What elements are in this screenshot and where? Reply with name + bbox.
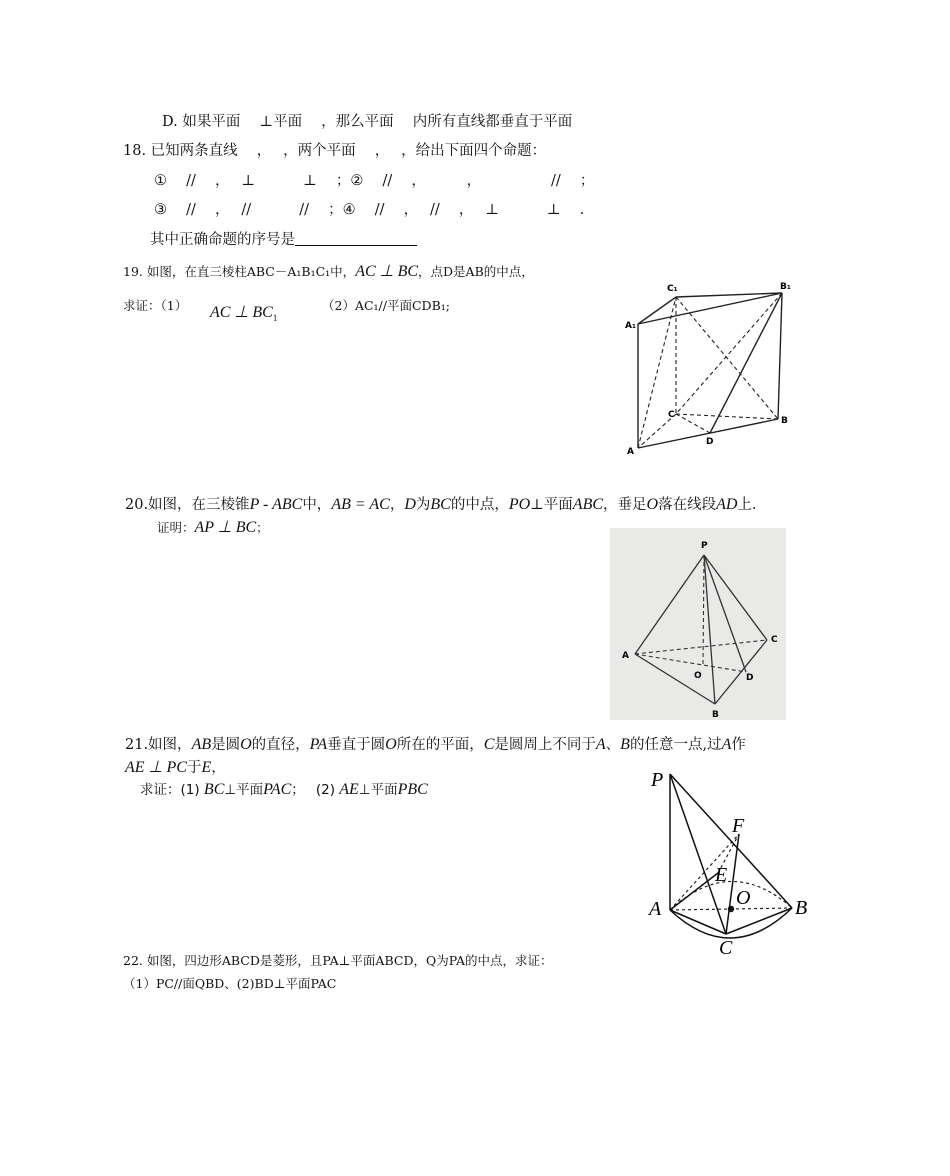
label-f: F xyxy=(732,815,745,837)
q20-prove xyxy=(157,518,269,538)
edge-cf xyxy=(726,834,739,934)
q19-part2: （2）AC₁//平面CDB₁; xyxy=(322,298,450,313)
q19-stem xyxy=(123,262,534,282)
label-a: A xyxy=(649,898,662,920)
label-a: A xyxy=(627,447,634,457)
q21-l2-t2: ， xyxy=(211,760,226,776)
q21-t3: 的直径， xyxy=(251,737,310,753)
q20-t2: 中， xyxy=(302,497,332,513)
q21-t7: 、 xyxy=(605,737,621,753)
q21-m3: PA xyxy=(309,736,328,753)
label-o: O xyxy=(694,671,702,681)
q22-stem: 22. 如图，四边形ABCD是菱形，且PA⊥平面ABCD，Q为PA的中点，求证： xyxy=(123,953,553,968)
q19-tail: ，点D是AB的中点， xyxy=(418,264,534,279)
q20-m5: PO xyxy=(508,496,531,513)
q20-t4: 为 xyxy=(415,497,431,513)
q20-prove-math: AP ⊥ BC xyxy=(194,519,257,536)
q18-ask: 其中正确命题的序号是 xyxy=(150,232,295,248)
q19-part1 xyxy=(210,303,277,328)
label-b: B xyxy=(781,416,788,426)
q20-prove-tail: ； xyxy=(256,520,269,535)
label-b: B xyxy=(712,710,719,720)
label-a: A xyxy=(622,651,629,661)
q18-row-2: ③ // ， // // ；④ // ， // ， ⊥ ⊥ . xyxy=(154,202,585,218)
q20-prove-label: 证明： xyxy=(157,520,195,535)
q21-m4: O xyxy=(385,736,397,753)
label-c: C xyxy=(668,410,675,420)
q19-cond-math: AC ⊥ BC xyxy=(355,263,419,280)
q21-p1-t1: ⊥平面 xyxy=(224,782,264,798)
q21-prove-label: 求证：(1) xyxy=(140,782,200,798)
q21-l2-m1: AE ⊥ PC xyxy=(125,759,187,776)
q21-m2: O xyxy=(240,736,252,753)
q21-m7: B xyxy=(620,736,630,753)
q21-t5: 所在的平面， xyxy=(396,737,484,753)
edge-pb xyxy=(670,774,792,908)
q21-prove xyxy=(140,780,428,800)
q21-p1-m2: PAC xyxy=(263,781,292,798)
q20-t9: 上. xyxy=(737,497,757,513)
q21-p2-m1: AE xyxy=(339,781,359,798)
q21-m1: AB xyxy=(191,736,212,753)
q21-p2-m2: PBC xyxy=(397,781,428,798)
q20-t1: 20.如图，在三棱锥 xyxy=(125,497,250,513)
figure-background xyxy=(610,528,786,720)
q21-l2-m2: E xyxy=(201,759,212,776)
edge-bb1 xyxy=(778,293,782,419)
label-e: E xyxy=(715,864,728,886)
q21-m6: A xyxy=(595,736,606,753)
base-circle-front xyxy=(670,908,792,938)
q20-m3: D xyxy=(404,496,416,513)
label-o: O xyxy=(736,887,751,909)
q20-t7: ，垂足 xyxy=(603,497,647,513)
q19-part1-sub: 1 xyxy=(272,312,278,323)
q20-m8: AD xyxy=(716,496,738,513)
q21-l2-t1: 于 xyxy=(186,760,202,776)
q20-m7: O xyxy=(646,496,659,513)
q20-m1: P - ABC xyxy=(249,496,303,513)
answer-blank[interactable] xyxy=(295,231,417,246)
q19-part1-math: AC ⊥ BC xyxy=(210,304,273,321)
q21-t1: 21.如图， xyxy=(125,737,192,753)
q21-t9: 作 xyxy=(731,737,746,753)
q21-p1-t2: ； (2) xyxy=(291,782,335,798)
q20-m2: AB = AC xyxy=(331,496,390,513)
q20-m4: BC xyxy=(430,496,451,513)
q21-m8: A xyxy=(721,736,732,753)
q18-answer-line xyxy=(150,230,417,250)
label-c: C xyxy=(771,635,778,645)
figure-cone xyxy=(640,762,830,957)
q21-p1-m1: BC xyxy=(203,781,225,798)
q17-option-d: D. 如果平面 ⊥平面 ，那么平面 内所有直线都垂直于平面 xyxy=(162,114,573,130)
q19-prove-label: 求证：（1） xyxy=(123,298,188,313)
edge-cd xyxy=(676,414,710,433)
edge-cb xyxy=(676,414,778,419)
label-b: B xyxy=(795,897,808,919)
q21-p2-t1: ⊥平面 xyxy=(358,782,398,798)
q18-row-1: ① // ， ⊥ ⊥ ；② // ， ， // ； xyxy=(154,173,595,189)
q20-t5: 的中点， xyxy=(450,497,509,513)
q20-stem xyxy=(125,495,757,515)
q21-t2: 是圆 xyxy=(211,737,241,753)
label-p: P xyxy=(701,541,708,551)
q20-t8: 落在线段 xyxy=(658,497,717,513)
q21-t8: 的任意一点,过 xyxy=(629,737,722,753)
q20-t3: ， xyxy=(389,497,405,513)
q19-text: 19. 如图，在直三棱柱ABC－A₁B₁C₁中， xyxy=(123,264,356,279)
figure-prism xyxy=(618,276,798,461)
label-c: C xyxy=(719,937,733,957)
q18-stem: 18. 已知两条直线 ， ，两个平面 ， ，给出下面四个命题： xyxy=(123,143,547,159)
label-p: P xyxy=(651,769,664,791)
q22-parts: （1）PC//面QBD、(2)BD⊥平面PAC xyxy=(123,976,337,991)
figure-pyramid xyxy=(610,528,786,720)
q21-m5: C xyxy=(483,736,495,753)
label-a1: A₁ xyxy=(625,321,636,331)
q21-t6: 是圆周上不同于 xyxy=(494,737,596,753)
q20-t6: ⊥平面 xyxy=(530,497,573,513)
label-d: D xyxy=(706,437,714,447)
q21-stem xyxy=(125,735,746,755)
q21-t4: 垂直于圆 xyxy=(327,737,386,753)
center-o xyxy=(728,906,734,912)
label-b1: B₁ xyxy=(780,282,791,292)
label-d: D xyxy=(746,673,754,683)
label-c1: C₁ xyxy=(667,284,678,294)
q20-m6: ABC xyxy=(572,496,604,513)
edge-cb xyxy=(726,908,792,934)
q21-line2 xyxy=(125,758,226,778)
